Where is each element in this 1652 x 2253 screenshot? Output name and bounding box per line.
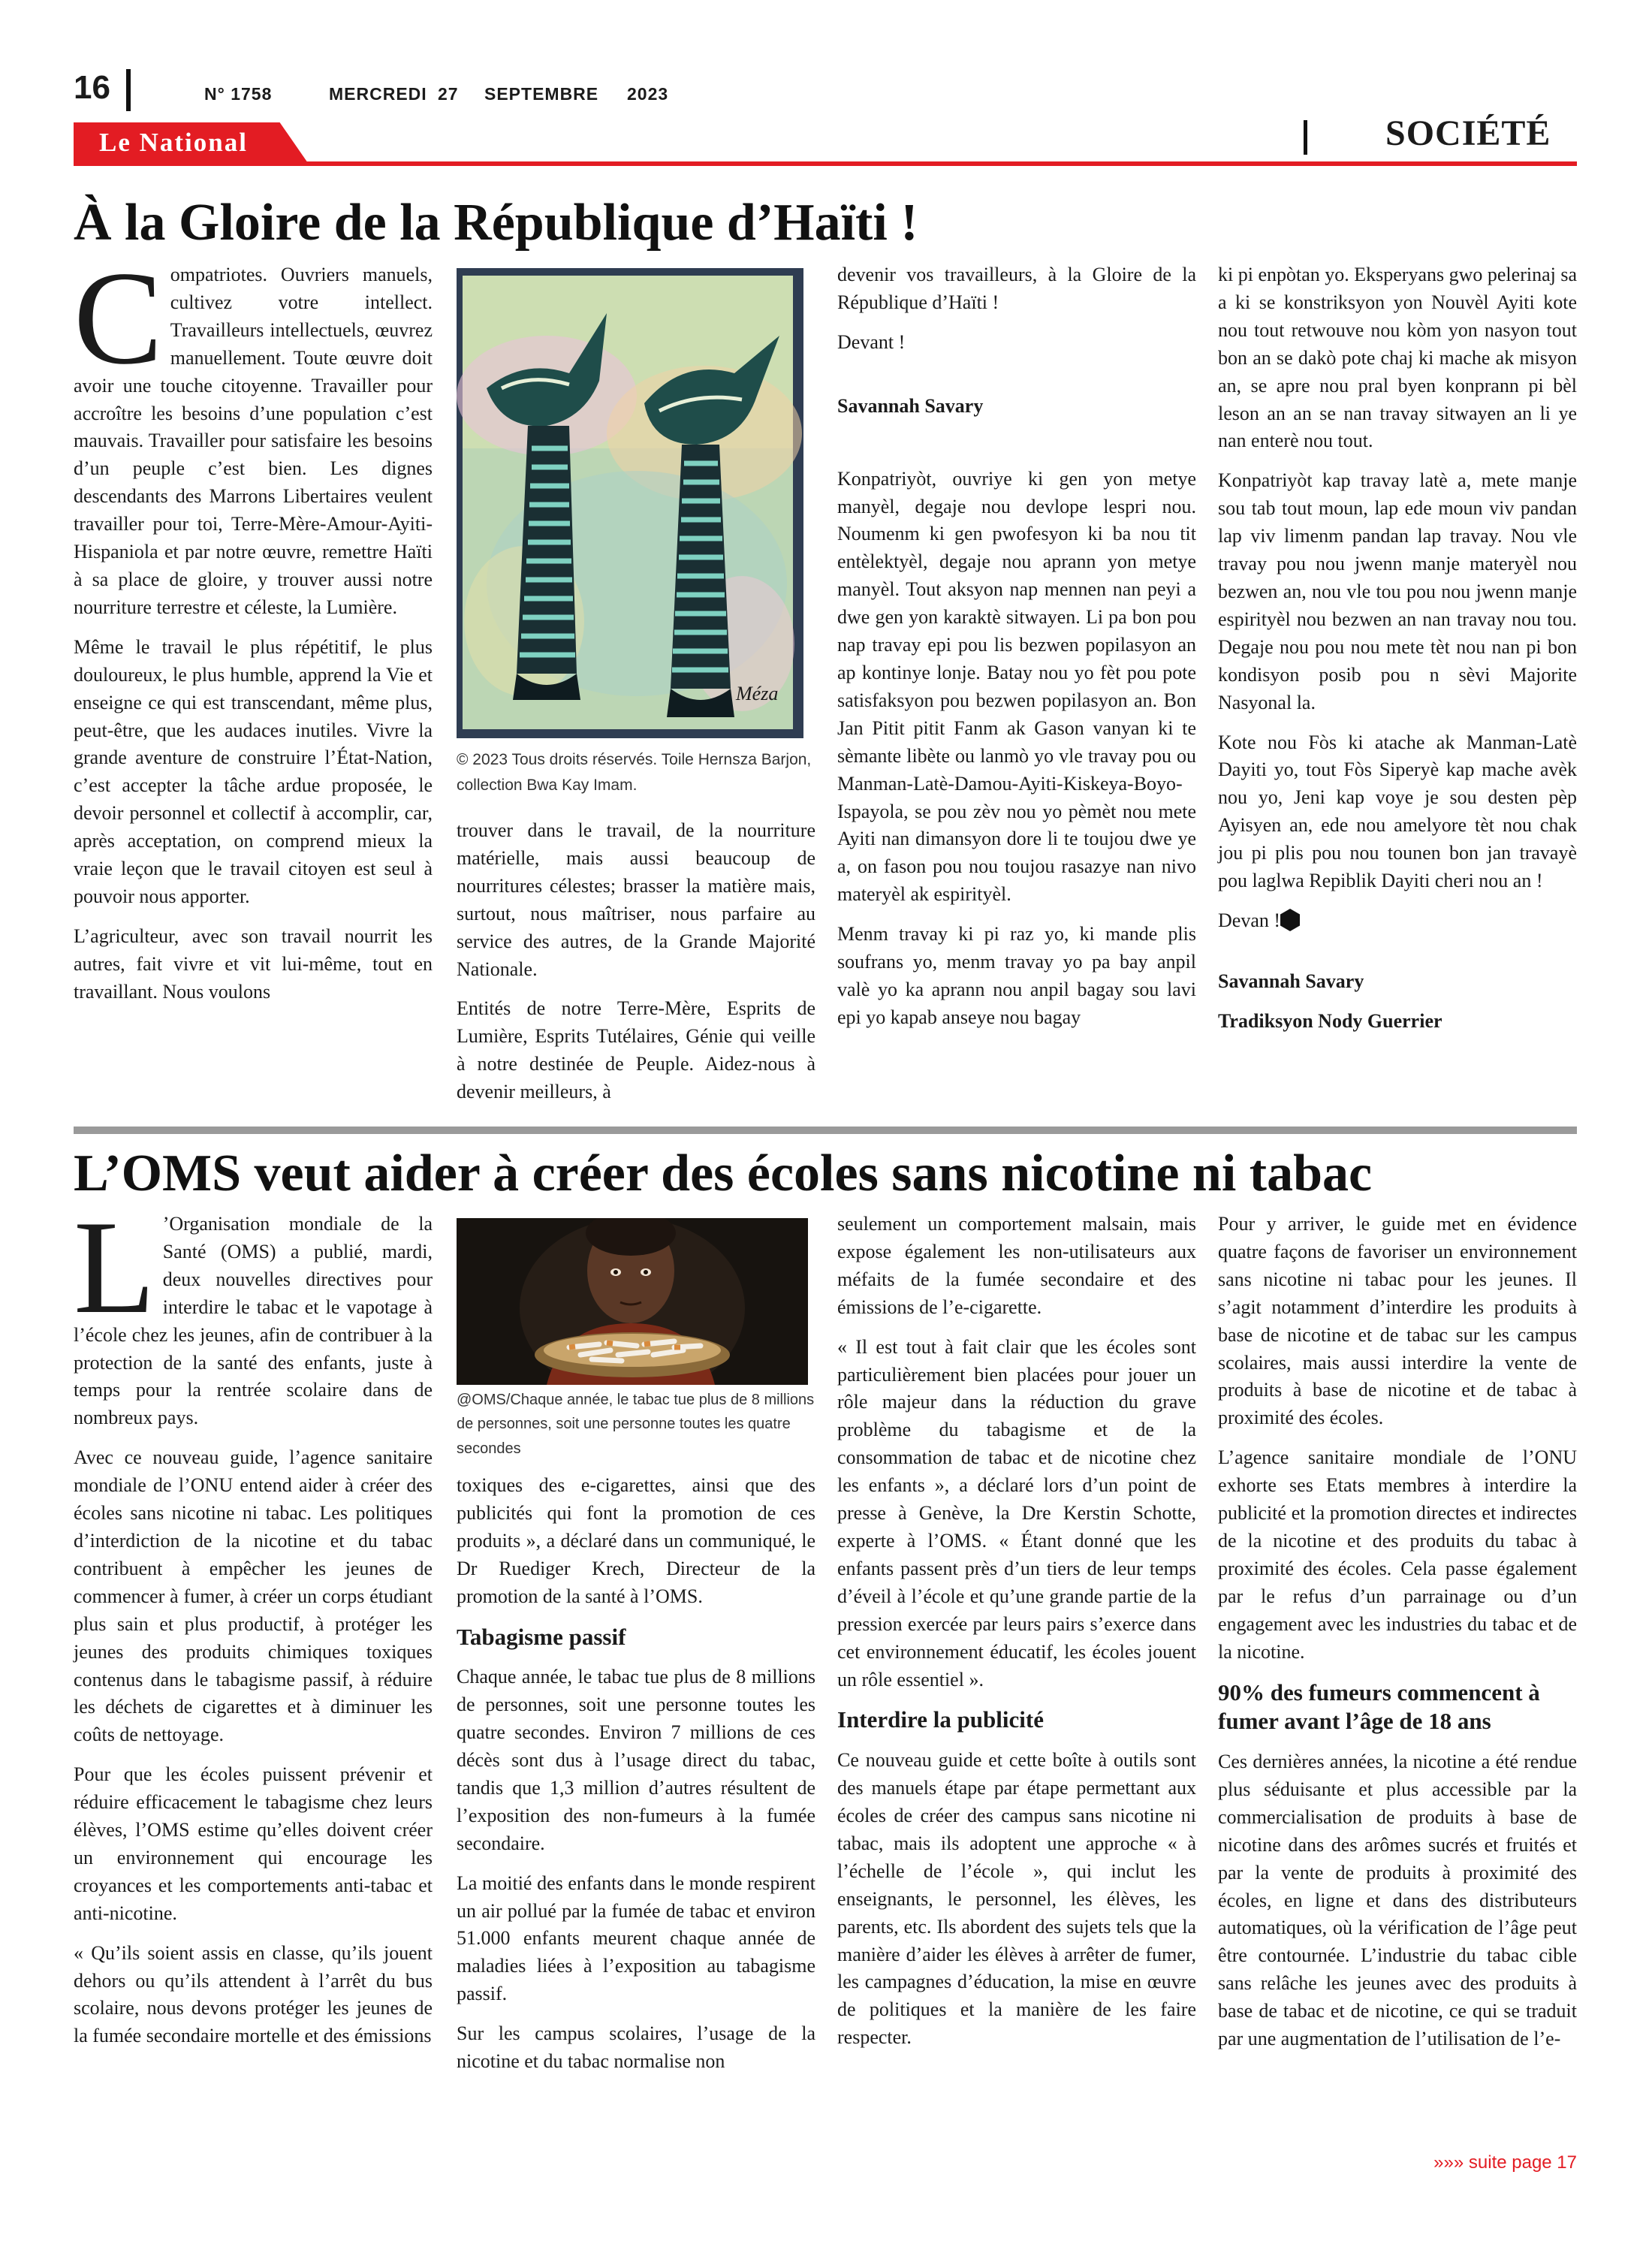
painting-image (457, 268, 803, 738)
paragraph: La moitié des enfants dans le monde respirent un air pollué par la fumée de tabac et environ 51.000 enfants meurent chaque année de maladies liées à l’exposition au tabagisme passif. (457, 1871, 815, 2005)
paragraph: Entités de notre Terre-Mère, Esprits de Lumière, Esprits Tutélaires, Génie qui veille à notre destinée de Peuple. Aidez-nous à devenir meilleurs, à (457, 997, 815, 1103)
paragraph: « Qu’ils soient assis en classe, qu’ils jouent dehors ou qu’ils attendent à l’arrêt du bus scolaire, nous devons protéger les jeunes de la fumée secondaire mortelle et des émissions (74, 1941, 433, 2047)
image-caption: © 2023 Tous droits réservés. Toile Hernsza Barjon, collection Bwa Kay Imam. (457, 751, 812, 795)
paragraph: Même le travail le plus répétitif, le plus douloureux, le plus humble, apprend la Vie et enseigne ce qui est transcendant, même plus, peut-être, que les audaces inutiles. Vivre la grande aventure de construire l’État-Nation, c’est accepter la tâche ardue proposée, le devoir personnel et collectif à accomplir, car, après acceptation, on comprend mieux la vraie leçon que le travail citoyen est seul à pouvoir nous apporter. (74, 635, 433, 907)
paragraph: ki pi enpòtan yo. Eksperyans gwo pelerinaj sa a ki se konstriksyon yon Nouvèl Ayiti kote nou tout retwouve nou kòm yon nasyon tout bon an se dakò pote chaj ki mache ak misyon an, se apre nou pral byen konprann pi bèl leson an an se nan travay sitwayen an li ye nan enterè nou tout. (1218, 264, 1577, 452)
section-name: SOCIÉTÉ (1385, 113, 1551, 153)
author-signature: Savannah Savary (837, 394, 984, 417)
page-number: 16 (74, 69, 110, 106)
paragraph: L’agriculteur, avec son travail nourrit les autres, fait vivre et vit lui-même, tout en travaillant. Nous voulons (74, 924, 433, 1003)
article2-column-3 (837, 1211, 1196, 2064)
news-photo (457, 1218, 808, 1385)
article1-column-4 (1218, 261, 1577, 1048)
paragraph: trouver dans le travail, de la nourriture matérielle, mais aussi beaucoup de nourritures célestes; brasser la matière mais, surtout, nous maîtriser, nous parfaire au service des autres, de la Grande Majorité Nationale. (457, 819, 815, 980)
paragraph: Sur les campus scolaires, l’usage de la nicotine et du tabac normalise non (457, 2022, 815, 2073)
paragraph: devenir vos travailleurs, à la Gloire de la République d’Haïti ! (837, 264, 1196, 313)
header-rule (74, 161, 1577, 166)
article-title: L’OMS veut aider à créer des écoles sans nicotine ni tabac (74, 1145, 1373, 1202)
section-divider (1304, 120, 1307, 155)
paragraph: Devant ! (837, 330, 906, 353)
paragraph: ompatriotes. Ouvriers manuels, cultivez votre intellect. Travailleurs intellectuels, œuvrez manuellement. Toute œuvre doit avoir une touche citoyenne. Travailler pour accroître les besoins d’une population c’est mauvais. Travailler pour satisfaire les besoins d’un peuple c’est bien. Les dignes descendants des Marrons Libertaires veulent travailler pour toi, Terre-Mère-Amour-Ayiti-Hispaniola et par notre œuvre, remettre Haïti à sa place de gloire, y trouver aussi notre nourriture terrestre et céleste, la Lumière. (74, 264, 433, 618)
issue-day: 27 (438, 84, 459, 104)
paragraph: Ce nouveau guide et cette boîte à outils sont des manuels étape par étape permettant aux écoles de créer des campus sans nicotine ni tabac, mais ils adoptent une approche « à l’échelle de l’école », qui inclut les enseignants, le personnel, les élèves, les parents, etc. Ils abordent des sujets tels que la manière d’aider les élèves à arrêter de fumer, les campagnes d’éducation, la mise en œuvre de politiques et la manière de les faire respecter. (837, 1749, 1196, 2049)
subheading: Tabagisme passif (457, 1623, 626, 1650)
painting-signature: Méza (736, 683, 779, 704)
page-number-divider (126, 69, 131, 111)
continued-link[interactable]: »»» suite page 17 (1433, 2152, 1577, 2173)
paragraph: ’Organisation mondiale de la Santé (OMS) a publié, mardi, deux nouvelles directives pour interdire le tabac et le vapotage à l’école chez les jeunes, afin de contribuer à la protection de la santé des enfants, juste à temps pour la rentrée scolaire dans de nombreux pays. (74, 1213, 433, 1429)
article-title: À la Gloire de la République d’Haïti ! (74, 194, 918, 252)
brand-name: Le National (99, 128, 248, 157)
translator-credit: Tradiksyon Nody Guerrier (1218, 1009, 1442, 1032)
issue-number: N° 1758 (204, 84, 273, 104)
closing-word: Devan ! (1218, 909, 1281, 931)
paragraph: L’agence sanitaire mondiale de l’ONU exhorte ses Etats membres à interdire la publicité et la promotion directes et indirectes de la nicotine et des produits du tabac à proximité des écoles. Cela passe également par le refus d’un parrainage ou d’un engagement avec les industries du tabac et de la nicotine. (1218, 1446, 1577, 1663)
paragraph: Ces dernières années, la nicotine a été rendue plus séduisante et plus accessible par la commercialisation de produits à base de nicotine dans des arômes sucrés et fruités et par la vente de produits à proximité des écoles, en ligne et dans des distributeurs automatiques, où la vérification de l’âge peut être contournée. L’industrie du tabac cible sans relâche les jeunes avec des produits à base de tabac et de nicotine, ce qui se traduit par une augmentation de l’utilisation de l’e- (1218, 1751, 1577, 2050)
article1-column-3 (837, 261, 1196, 1044)
article2-column-1 (74, 1193, 433, 2062)
paragraph: Avec ce nouveau guide, l’agence sanitaire mondiale de l’ONU entend aider à créer des écoles sans nicotine ni tabac. Les politiques d’interdiction de la nicotine et du tabac contribuent à empêcher les jeunes de commencer à fumer, à créer un corps étudiant plus sain et plus productif, à protéger les jeunes des produits chimiques toxiques contenus dans le tabagisme passif, à réduire les déchets de cigarettes et à diminuer les coûts de nettoyage. (74, 1446, 433, 1746)
subheading: 90% des fumeurs commencent à fumer avant l’âge de 18 ans (1218, 1678, 1540, 1735)
article2-column-4 (1218, 1211, 1577, 2065)
paragraph: « Il est tout à fait clair que les écoles sont particulièrement bien placées pour jouer un rôle majeur dans la réduction du grave problème du tabagisme et de la consommation de tabac et de nicotine chez les enfants », a déclaré lors d’un point de presse à Genève, la Dre Kerstin Schotte, experte à l’OMS. « Étant donné que les enfants passent près d’un tiers de leur temps d’éveil à l’école et qu’une grande partie de la pression exercée par leurs pairs s’exerce dans cet environnement éducatif, les écoles jouent un rôle essentiel ». (837, 1335, 1196, 1691)
paragraph: Konpatriyòt kap travay latè a, mete manje sou tab tout moun, lap ede moun viv pandan lap viv limenm pandan lap travay. Nou vle travay pou nou jwenn manje materyèl nou bezwen an, nou vle tou pou nou jwenn manje espirityèl nou bezwen an nan travay nou tou. Degaje nou pou nou mete tèt nou nan pi bon kondisyon posib pou n sèvi Majorite Nasyonal la. (1218, 469, 1577, 713)
paragraph: seulement un comportement malsain, mais expose également les non-utilisateurs aux méfaits de la fumée secondaire et des émissions de l’e-cigarette. (837, 1213, 1196, 1318)
issue-month: SEPTEMBRE (484, 84, 599, 104)
subheading: Interdire la publicité (837, 1706, 1044, 1733)
article2-column-2 (457, 1472, 815, 2088)
drop-cap: L (74, 1193, 155, 1341)
author-signature: Savannah Savary (1218, 970, 1364, 992)
paragraph: Pour y arriver, le guide met en évidence quatre façons de favoriser un environnement sans nicotine ni tabac pour les jeunes. Il s’agit notamment d’interdire les produits à base de nicotine et de tabac sur les campus scolaires, mais aussi interdire la vente de produits à base de nicotine et de tabac à proximité des écoles. (1218, 1213, 1577, 1429)
paragraph: toxiques des e-cigarettes, ainsi que des publicités qui font la promotion de ces produits », a déclaré dans un communiqué, le Dr Ruediger Krech, Directeur de la promotion de la santé à l’OMS. (457, 1474, 815, 1607)
article1-column-1 (74, 243, 433, 1018)
paragraph: Menm travay ki pi raz yo, ki mande plis soufrans yo, menm travay yo pa bay anpil valè yo ka aprann nou anpil bagay sou lavi epi yo kapab anseye nou bagay (837, 923, 1196, 1028)
article-divider (74, 1126, 1577, 1134)
paragraph: Chaque année, le tabac tue plus de 8 millions de personnes, soit une personne toutes les quatre secondes. Environ 7 millions de ces décès sont dus à l’usage direct du tabac, tandis que 1,3 million d’autres résultent de l’exposition des non-fumeurs à la fumée secondaire. (457, 1666, 815, 1854)
hexagon-icon (1280, 909, 1300, 931)
paragraph: Konpatriyòt, ouvriye ki gen yon metye manyèl, degaje nou devlope lespri nou. Noumenm ki gen pwofesyon ki ba nou tit entèlektyèl, degaje nou aprann yon metye manyèl. Tout aksyon nap mennen nan peyi a dwe gen yon karaktè sitwayen. Li pa bon pou nap travay epi pou lis bezwen popilasyon an ap kontinye lonje. Batay nou yo fèt pou pote satisfaksyon pou bezwen popilasyon an. Bon Jan Pitit pitit Fanm ak Gason vanyan ki te sèmante libète ou lanmò yo vle travay pou ou Manman-Latè-Damou-Ayiti-Kiskeya-Boyo-Ispayola, se pou zèv nou yo pèmèt nou mete Ayiti nan dimansyon dore li te toujou dwe ye a, on fason pou nou toujou rasazye nan nivo materyèl ak espirityèl. (837, 467, 1196, 906)
image-caption: @OMS/Chaque année, le tabac tue plus de 8 millions de personnes, soit une personne toutes les quatre secondes (457, 1392, 815, 1457)
issue-year: 2023 (627, 84, 669, 104)
paragraph: Kote nou Fòs ki atache ak Manman-Latè Dayiti yo, tout Fòs Siperyè kap mache avèk nou yo, Jeni kap voye je sou desten pèp Ayisyen an, ede nou amelyore tèt nou chak jou pi plis pou nou tounen bon jan travayè pou laglwa Repiblik Dayiti cheri nou an ! (1218, 731, 1577, 892)
article1-column-2 (457, 817, 815, 1118)
paragraph: Pour que les écoles puissent prévenir et réduire efficacement le tabagisme chez leurs élèves, l’OMS estime qu’elles doivent créer un environnement qui encourage les croyances et les comportements anti-tabac et anti-nicotine. (74, 1763, 433, 1924)
issue-weekday: MERCREDI (329, 84, 427, 104)
drop-cap: C (74, 243, 163, 392)
